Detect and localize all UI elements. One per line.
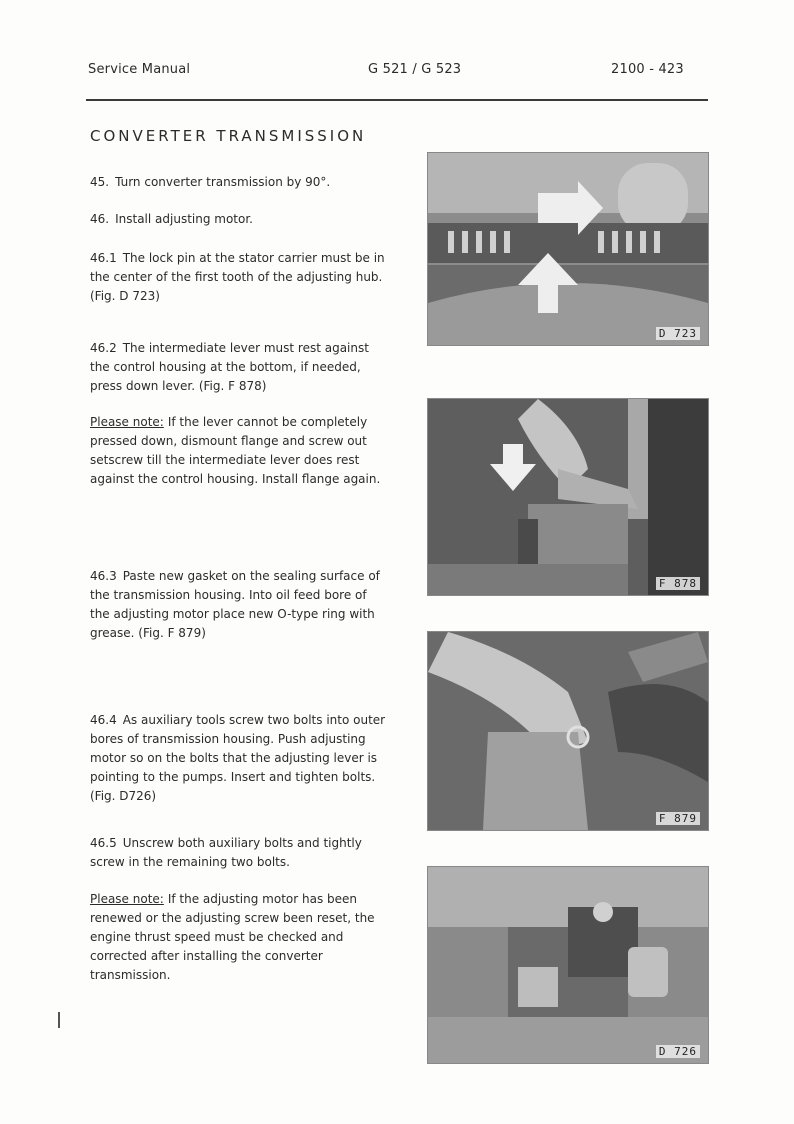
figure-label: D 723 [656, 327, 700, 340]
step-number: 46.5 [90, 836, 117, 850]
note-lever [90, 413, 390, 489]
photo-hand-pressing-lever-icon [428, 399, 708, 595]
step-45 [90, 173, 398, 192]
step-text: Paste new gasket on the sealing surface of the transmission housing. Into oil feed bore of the adjusting motor place new O-type ring with grease. (Fig. F 879) [90, 569, 380, 640]
header-model: G 521 / G 523 [368, 62, 462, 77]
figure-label: F 878 [656, 577, 700, 590]
step-number: 45. [90, 175, 110, 189]
step-46-4 [90, 711, 396, 806]
figure-d723 [427, 152, 709, 346]
photo-adjusting-motor-icon [428, 867, 708, 1063]
step-46-3 [90, 567, 386, 643]
note-label: Please note: [90, 415, 164, 429]
figure-f878 [427, 398, 709, 596]
step-text: The intermediate lever must rest against the control housing at the bottom, if needed, press down lever. (Fig. F 878) [90, 341, 369, 393]
step-number: 46.1 [90, 251, 117, 265]
step-text: As auxiliary tools screw two bolts into outer bores of transmission housing. Push adjusting motor so on the bolts that the adjusting lever is pointing to the pumps. Insert and tighten bolts. (Fig. D726) [90, 713, 386, 803]
margin-mark [58, 1012, 60, 1028]
step-46-5 [90, 834, 390, 872]
photo-stator-carrier-arrows-icon [428, 153, 708, 345]
step-text: Turn converter transmission by 90°. [115, 175, 331, 189]
section-title: CONVERTER TRANSMISSION [90, 127, 367, 145]
step-46-2 [90, 339, 390, 396]
header-manual-title: Service Manual [88, 62, 191, 77]
step-46-1 [90, 249, 388, 306]
step-46 [90, 210, 398, 229]
header-rule [86, 99, 708, 101]
step-number: 46.4 [90, 713, 117, 727]
step-text: Unscrew both auxiliary bolts and tightly screw in the remaining two bolts. [90, 836, 362, 869]
note-text: If the lever cannot be completely pressed down, dismount flange and screw out setscrew till the intermediate lever does rest against the control housing. Install flange again. [90, 415, 381, 486]
figure-label: D 726 [656, 1045, 700, 1058]
figure-d726 [427, 866, 709, 1064]
figure-label: F 879 [656, 812, 700, 825]
step-text: The lock pin at the stator carrier must be in the center of the first tooth of the adjusting hub. (Fig. D 723) [90, 251, 385, 303]
note-label: Please note: [90, 892, 164, 906]
step-number: 46.2 [90, 341, 117, 355]
figure-f879 [427, 631, 709, 831]
step-number: 46.3 [90, 569, 117, 583]
photo-hand-placing-oring-icon [428, 632, 708, 830]
header-page-number: 2100 - 423 [611, 62, 684, 77]
step-text: Install adjusting motor. [115, 212, 253, 226]
note-adjusting-motor [90, 890, 386, 985]
step-number: 46. [90, 212, 110, 226]
note-text: If the adjusting motor has been renewed or the adjusting screw been reset, the engine thrust speed must be checked and corrected after installing the converter transmission. [90, 892, 375, 982]
